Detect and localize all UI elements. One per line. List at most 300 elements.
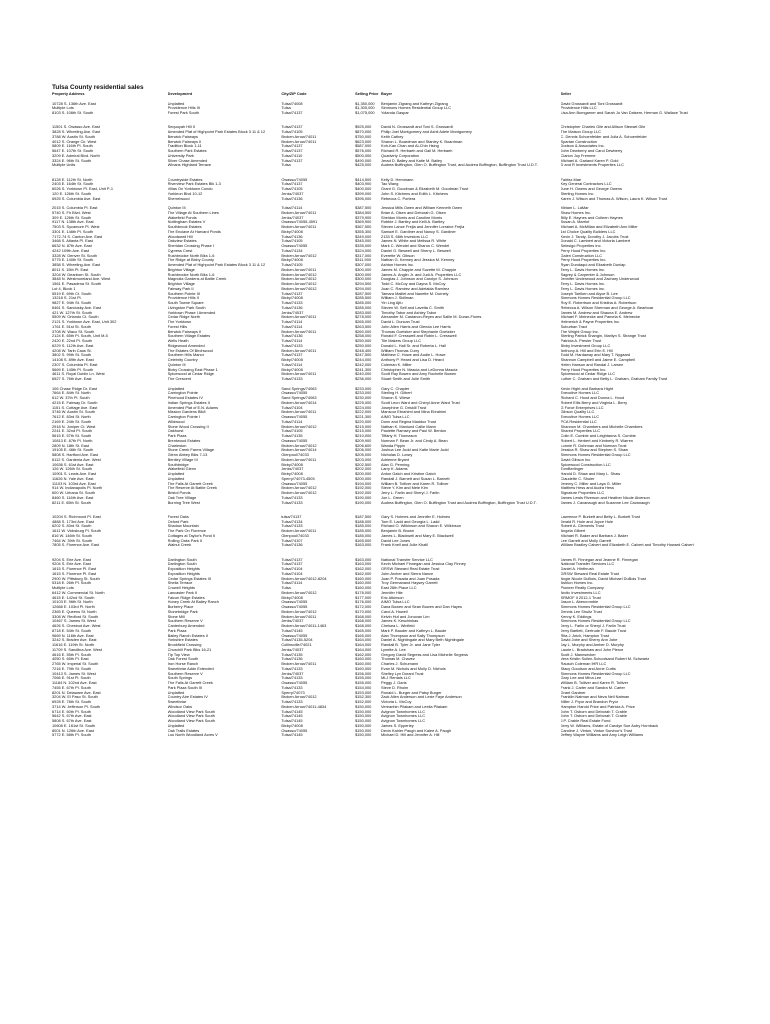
cell-property-address: 13218 S. 21st Pl.	[52, 296, 82, 301]
cell-buyer: Steve D. Rhoim	[381, 685, 409, 690]
cell-selling-price: $202,500	[355, 462, 372, 467]
cell-city-zip: Owasso/74055	[281, 415, 308, 419]
cell-buyer: Alan G. Penning	[381, 462, 410, 467]
cell-selling-price: $387,500	[355, 206, 372, 210]
cell-seller: Clarion Joy Fremme	[560, 153, 596, 158]
cell-city-zip: Sand Springs/74063	[281, 386, 317, 391]
cell-selling-price: $160,000	[355, 576, 372, 581]
cell-property-address: 8460 S. 116th Ave. East	[52, 495, 94, 500]
cell-buyer: Audrea Buffington, Glen O. Buffington Trust and Audrea Buffington, Buffington Trust U.D.T.	[381, 500, 537, 505]
cell-city-zip: Tulsa/74104	[281, 571, 303, 576]
cell-development: Southern Park Estates	[167, 149, 207, 153]
cell-buyer: Yin Ling Ajfu	[381, 301, 403, 305]
cell-city-zip: Bixby/74008	[281, 358, 303, 362]
cell-buyer: Jerad D. Bailey and Katie M. Bailey	[381, 158, 443, 163]
cell-seller: Galen Construction LLC	[560, 253, 603, 258]
cell-property-address: 3714 W. Jefferson Pl. South	[52, 704, 101, 709]
cell-selling-price: $285,500	[355, 296, 372, 301]
cell-city-zip: Tulsa/74145	[281, 709, 303, 714]
cell-property-address: Multiple Lots	[52, 106, 74, 111]
cell-buyer: Benjamin Zigrang and Kathryn Zigrang	[381, 101, 448, 106]
cell-property-address: 126 W. 126th St. South	[52, 467, 93, 472]
cell-buyer: Grant G. Goodman & Elizabeth M. Goodman Trust	[381, 187, 469, 191]
cell-property-address: 8103 S. 106th St. South	[52, 111, 94, 115]
cell-property-address: 8128 E. 112th St. North	[52, 177, 93, 182]
cell-development: Windsor Oaks	[167, 704, 193, 709]
cell-development: Stone Creek Farms Village	[167, 448, 215, 453]
cell-seller: Frank J. Carter and Sandra M. Carter	[560, 685, 625, 690]
cell-city-zip: tulsa/74137	[281, 514, 302, 519]
cell-buyer: Randall B. Tyler Jr. and Jane Tyler	[381, 643, 441, 647]
cell-property-address: 11184 N. 102nd Ave. East	[52, 681, 97, 685]
cell-city-zip: Tulsa/74110	[281, 153, 303, 158]
cell-selling-price: $1,075,000	[355, 111, 375, 115]
cell-seller: D and R Investments Properties LLC	[560, 163, 624, 168]
cell-seller: Rita J. Arich, Hampton Trust	[560, 633, 609, 638]
cell-selling-price: $202,000	[355, 467, 372, 472]
cell-property-address: 6928 E. 78th St. South	[52, 700, 92, 704]
cell-seller: Simmons Homes Residential Group LLC	[560, 605, 631, 609]
cell-selling-price: $623,000	[355, 139, 372, 144]
cell-seller: TomBerlinger	[560, 467, 584, 472]
cell-city-zip: Tulsa/74104	[281, 567, 303, 571]
cell-development: Churchill Park Blks 16-21	[167, 647, 212, 652]
cell-city-zip: Owasso/74055	[281, 244, 308, 248]
cell-development: Stonebridge Park	[167, 609, 198, 614]
cell-selling-price: $150,000	[355, 719, 372, 723]
cell-buyer: John Archer and Sierra Nance	[381, 571, 434, 576]
cell-development: Sheridan Crossing Phase I	[167, 244, 214, 248]
cell-selling-price: $300,000	[355, 272, 372, 277]
cell-development: Country Aire Estates IV	[167, 695, 208, 700]
cell-development: Oxford Park	[167, 519, 189, 524]
cell-selling-price: $233,000	[355, 391, 372, 396]
cell-selling-price: $162,000	[355, 567, 372, 571]
cell-selling-price: $172,000	[355, 605, 372, 609]
cell-city-zip: Tulsa/74133	[281, 700, 303, 704]
cell-city-zip: Owasso/74055	[281, 600, 308, 605]
cell-property-address: 8211 E. 65th St. South	[52, 500, 91, 505]
cell-property-address: 2241 E. 32nd Pl. South	[52, 429, 93, 434]
cell-buyer: John S. Kitchens and Edith L. Kitchens	[381, 191, 449, 196]
cell-buyer: Shelley Lyn Dorant Trust	[381, 671, 424, 676]
cell-seller: William B. Tolliver and Karen R. Tolliver	[560, 681, 629, 685]
cell-property-address: 2420 E. 22nd Pl. South	[52, 339, 93, 343]
cell-property-address: 2015 S. Columbia Pl. East	[52, 206, 98, 210]
cell-development: Carrington Pointe I	[167, 415, 201, 419]
cell-selling-price: $215,000	[355, 429, 372, 434]
cell-buyer: Stuart Smith and Julie Smith	[381, 377, 431, 381]
cell-city-zip: Bixby/74008	[281, 296, 303, 301]
cell-selling-price: $192,000	[355, 491, 372, 495]
cell-city-zip: Bixby/74008	[281, 595, 303, 600]
cell-buyer: Keith Cathey	[381, 134, 404, 139]
cell-city-zip: Tulsa/74137	[281, 158, 303, 163]
cell-development: Sheila Terrace	[167, 581, 193, 586]
cell-property-address: 5615 E. 57th St. South	[52, 434, 92, 438]
cell-selling-price: $163,000	[355, 562, 372, 567]
header-development: Development	[167, 92, 193, 96]
cell-property-address: 6202 S. 83rd St. South	[52, 524, 92, 529]
cell-selling-price: $395,000	[355, 196, 372, 201]
cell-buyer: Wanda Pippin	[381, 443, 406, 448]
cell-seller: Key General Contractors LLC	[560, 182, 612, 187]
cell-city-zip: Tulsa/74114	[281, 339, 303, 343]
cell-seller: Jerry Bartlett, Gertrude F. Baude Trust	[560, 628, 627, 633]
cell-city-zip: Tulsa/74136	[281, 543, 303, 548]
cell-buyer: Samuel E. Gardiner and Nancy S. Gardiner	[381, 229, 456, 234]
cell-buyer: Timothy Tabor and Ashley Tabor	[381, 310, 437, 315]
header-buyer: Buyer	[381, 92, 393, 96]
cell-development: Southern Pointe III	[167, 291, 200, 296]
cell-property-address: 4215 E. Fairway Dr. South	[52, 400, 98, 405]
cell-city-zip: Broken Arrow/74011	[281, 348, 317, 353]
cell-buyer: Matthew C. Howe and Audie L. Howe	[381, 353, 446, 358]
cell-city-zip: Broken Arrow/74012	[281, 609, 317, 614]
cell-property-address: 3204 W. Dearborn St. South	[52, 272, 101, 277]
cell-development: Brookfield Crossing	[167, 643, 202, 647]
cell-selling-price: $233,000	[355, 386, 372, 391]
cell-seller: Miriam L. LaMar	[560, 206, 589, 210]
cell-city-zip: Tulsa/74105	[281, 187, 303, 191]
cell-development: Livingston Park South	[167, 305, 206, 310]
cell-buyer: Douglas J. Johnson and Carolyn S. Johnson	[381, 277, 458, 282]
cell-property-address: 9669 N. 116th Ave. East	[52, 633, 94, 638]
cell-property-address: 11501 S. Owasso Ave. East	[52, 125, 100, 130]
cell-buyer: Dana Bowen and Sean Bowen and Dan Hayes	[381, 605, 462, 609]
cell-seller: Hampton Harold Price and Patricia A. Price	[560, 704, 635, 709]
cell-seller: Arctic Investments LLC	[560, 590, 601, 595]
cell-selling-price: $164,000	[355, 643, 372, 647]
cell-property-address: 3788 W. Austin St. South	[52, 134, 96, 139]
cell-development: Unplatted	[167, 472, 185, 476]
cell-development: Lou North Woodland Acres V	[167, 733, 218, 738]
cell-buyer: Mansour Ebrahimi and Mina Ebrahimi	[381, 410, 447, 415]
cell-buyer: Randall J. Barnett and Susan L. Barnett	[381, 476, 450, 481]
cell-development: Woodward Hill	[167, 234, 193, 239]
cell-buyer: Eric Atkinson	[381, 595, 404, 600]
cell-seller: SRMOF II 2012-1 Trust	[560, 595, 601, 600]
cell-development: Silver Chase Amended	[167, 158, 208, 163]
cell-property-address: 10901 S. Lewis Ave. East	[52, 472, 97, 476]
cell-property-address: 1561 E. Pasadena St. South	[52, 282, 102, 286]
cell-buyer: Josephine G. Driskill Trust	[381, 405, 427, 410]
cell-selling-price: $160,000	[355, 581, 372, 586]
cell-city-zip: Broken Arrow/74011	[281, 225, 317, 229]
cell-development: Charleston	[167, 443, 187, 448]
cell-selling-price: $285,000	[355, 301, 372, 305]
cell-development: Exposition Heights	[167, 567, 200, 571]
cell-seller: Matthew Hess and Audra Hess	[560, 486, 614, 491]
cell-development: Burberry Place	[167, 605, 194, 609]
cell-selling-price: $162,000	[355, 571, 372, 576]
cell-selling-price: $185,000	[355, 529, 372, 533]
cell-city-zip: Bixby/74008	[281, 229, 303, 234]
cell-seller: Spartan Construction	[560, 139, 598, 144]
cell-buyer: Tamara Maillet and Nanette M. Dornely	[381, 291, 449, 296]
cell-property-address: 5642 S. 67th Ave. East	[52, 714, 92, 719]
cell-development: Unplatted	[167, 476, 185, 481]
cell-property-address: 11103 N. 103rd Ave. East	[52, 481, 96, 486]
cell-property-address: 10728 S. 136th Ave. East	[52, 101, 96, 106]
cell-city-zip: Tulsa/74134	[281, 248, 303, 253]
cell-development: Yorkleon Blvd 10-12	[167, 191, 203, 196]
cell-property-address: 600 W. Urbana St. South	[52, 491, 96, 495]
cell-seller: Scott J. Mannsecker	[560, 652, 596, 657]
cell-city-zip: Tulsa	[281, 163, 291, 168]
cell-seller: Lee Garrett and Molly Garrett	[560, 538, 612, 543]
cell-city-zip: Tulsa/74137	[281, 149, 303, 153]
cell-city-zip: Bixby/74008	[281, 472, 303, 476]
cell-seller: Simmons Homes Residential Group LLC	[560, 453, 631, 457]
cell-buyer: Tiffany H. Thomason	[381, 434, 417, 438]
cell-seller: Dodson & Associates Inc.	[560, 144, 605, 149]
cell-property-address: 10204 S. Richmond Pl. East	[52, 514, 101, 519]
cell-selling-price: $222,000	[355, 410, 372, 415]
cell-city-zip: Tulsa/74133	[281, 500, 303, 505]
cell-buyer: Jennifer Hile	[381, 590, 403, 595]
cell-selling-price: $150,000	[355, 714, 372, 719]
cell-seller: Luther C. Graham and Betty L. Graham, Graham Family Trust	[560, 377, 668, 381]
cell-city-zip: Tulsa/74145	[281, 628, 303, 633]
cell-property-address: 3308 W. Redford St. South	[52, 614, 99, 619]
cell-property-address: 7066 E. 91st Pl. South	[52, 676, 91, 681]
cell-development: Unplatted	[167, 101, 185, 106]
cell-selling-price: $244,000	[355, 358, 372, 362]
cell-selling-price: $168,000	[355, 619, 372, 624]
cell-seller: Perry Hood Properties Inc.	[560, 258, 607, 263]
cell-buyer: Ronald L. Burger and Patsy Burger	[381, 690, 442, 695]
cell-city-zip: Jenks/74037	[281, 647, 304, 652]
cell-buyer: Jerry L. Farlin and Sheryl J. Farlin	[381, 491, 440, 495]
cell-buyer: Avignon Townhomes LLC	[381, 719, 426, 723]
cell-buyer: AIMO Tulsa LLC	[381, 600, 410, 605]
cell-selling-price: $287,500	[355, 291, 372, 296]
cell-selling-price: $164,000	[355, 638, 372, 643]
cell-property-address: 7455 E. 67th Pl. South	[52, 685, 91, 690]
cell-property-address: 8201 N. Delaware Ave. East	[52, 690, 101, 695]
cell-development: Providence Hills II	[167, 296, 199, 301]
cell-property-address: 3301 E. 146th Pl. South	[52, 229, 94, 234]
cell-property-address: 6925 S. Columbia Ave. East	[52, 196, 101, 201]
cell-buyer: William J. Skillman	[381, 296, 414, 301]
cell-buyer: Sharon L. Boardman and Stanley K. Boardman	[381, 139, 463, 144]
table-row	[52, 197, 740, 202]
cell-city-zip: Glenpool/74033	[281, 533, 309, 538]
cell-property-address: 3242 S. Braden Ave. East	[52, 638, 97, 643]
cell-seller: Fairfax Mae	[560, 177, 582, 182]
cell-development: Forest Park South	[167, 111, 200, 115]
cell-city-zip: Tulsa/74133	[281, 343, 303, 348]
cell-development: Bailey Ranch Estates II	[167, 633, 208, 638]
cell-development: Sweetbriar Addn Extended	[167, 666, 214, 671]
cell-city-zip: Broken Arrow/74012	[281, 424, 317, 429]
cell-buyer: Mark P. Bauder and Kathryn L. Baude	[381, 628, 447, 633]
cell-city-zip: Broken Arrow/74011	[281, 267, 317, 272]
cell-selling-price: $265,000	[355, 320, 372, 324]
cell-property-address: 10413 S. James St. West	[52, 671, 96, 676]
cell-city-zip: Tulsa/74137	[281, 144, 303, 149]
table-row	[52, 733, 740, 738]
cell-seller: Franklin Natman and Neva Neil Natman	[560, 695, 630, 700]
cell-city-zip: Owasso/74055	[281, 605, 308, 609]
cell-development: Stone Wood Crossing II	[167, 424, 209, 429]
cell-property-address: 8718 E. 54th St. South	[52, 628, 92, 633]
cell-development: Sequoyah Hill II	[167, 125, 195, 130]
cell-seller: Dennis Lee Shultz Trust	[560, 609, 602, 614]
cell-property-address: 3858 S. Wheeling Ave. East	[52, 263, 101, 267]
cell-city-zip: Sand Springs/74063	[281, 396, 317, 400]
cell-property-address: 5775 E. 140th St. South	[52, 258, 94, 263]
cell-city-zip: Tulsa/74008	[281, 101, 303, 106]
cell-seller: Robert L. Herbert and Kimberly R. Warren	[560, 438, 634, 443]
cell-development: Walnut Creek	[167, 543, 192, 548]
cell-development: Fairway Park II	[167, 286, 194, 291]
cell-buyer: John Allen Harris and Glenda Lee Harris	[381, 324, 451, 329]
cell-development: Unplatted	[167, 386, 185, 391]
cell-selling-price: $160,000	[355, 662, 372, 666]
cell-city-zip: Jenks/74037	[281, 671, 304, 676]
cell-property-address: 5509 W. Orlando Ct. South	[52, 315, 99, 320]
cell-seller: James J. Cavanaugh and Suzanne Lee Cavanaugh	[560, 500, 650, 505]
cell-selling-price: $168,000	[355, 614, 372, 619]
cell-buyer: Tao Wang	[381, 182, 399, 187]
cell-seller: Executive Homes LLC	[560, 415, 600, 419]
cell-selling-price: $283,000	[355, 310, 372, 315]
cell-seller: Lawrence P. Burkett and Betty L. Burkett Trust	[560, 514, 641, 519]
cell-city-zip: Owasso/74055	[281, 681, 308, 685]
cell-seller: GRSW Steward Real Estate Trust	[560, 571, 619, 576]
cell-property-address: 10636 S. 61st Ave. East	[52, 462, 94, 467]
cell-selling-price: $1,305,000	[355, 106, 375, 111]
cell-buyer: Coleman K. Miller	[381, 362, 412, 367]
cell-selling-price: $369,900	[355, 220, 372, 225]
cell-buyer: Richard O. Wilkinson and Sharon E. Wilkinson	[381, 524, 462, 529]
cell-seller: Shaw Homes Inc.	[560, 210, 592, 215]
cell-buyer: Nathan K. Manlund Callie Mann	[381, 424, 436, 429]
cell-property-address: 8011 S. 15th Pl. East	[52, 267, 89, 272]
cell-property-address: 19105 E. 46th St. South	[52, 448, 94, 453]
cell-selling-price: $399,000	[355, 191, 372, 196]
cell-city-zip: Sperry/74073	[281, 690, 305, 695]
cell-city-zip: Broken Arrow/74011	[281, 457, 317, 462]
cell-seller: Terry L. Davis Homes Inc.	[560, 282, 606, 286]
cell-development: Berwick Fairways	[167, 134, 198, 139]
cell-seller: Caroline J. Vinton, Vinton Survivor's Trust	[560, 728, 633, 733]
cell-buyer: Gregory David Segress and Lisa Michelle Segress	[381, 652, 468, 657]
cell-property-address: 10813 E. 87th Pl. North	[52, 438, 93, 443]
cell-buyer: Evan M. Nichols and Molly D. Nichols	[381, 666, 446, 671]
cell-property-address: 2403 E. 164th St. South	[52, 182, 94, 187]
cell-city-zip: Broken Arrow/74012	[281, 253, 317, 258]
cell-development: Pinehood Estates IV	[167, 396, 203, 400]
cell-property-address: Lot 4, Block 1	[52, 286, 76, 291]
cell-development: Stone Mill	[167, 614, 185, 619]
cell-seller: Simmons Homes Residential Group LLC	[560, 671, 631, 676]
cell-buyer: East 26th Place LLC	[381, 586, 417, 590]
cell-seller: Grant Gardner	[560, 690, 586, 695]
cell-city-zip: Broken Arrow/74011	[281, 329, 317, 334]
cell-selling-price: $241,300	[355, 367, 372, 372]
cell-development: Rushbrooke North Blks 1-6	[167, 253, 215, 258]
cell-development: Park Plaza South III	[167, 685, 203, 690]
cell-buyer: Gary C. Chapter	[381, 386, 410, 391]
cell-selling-price: $160,000	[355, 657, 372, 662]
cell-buyer: Nathan G. Kenney and Jessica M. Kenney	[381, 258, 455, 263]
cell-development: Southern Reserve V	[167, 619, 203, 624]
cell-city-zip: Broken Arrow/74012-8204	[281, 576, 327, 581]
cell-development: Sweetbriar	[167, 700, 187, 704]
cell-buyer: Peggy J. Garis	[381, 681, 407, 685]
cell-seller: Colin E. Cumbie and Leightanna S. Cumbie	[560, 434, 636, 438]
cell-selling-price: $154,000	[355, 685, 372, 690]
cell-seller: Helen Hanson and Randal J. Larsen	[560, 362, 624, 367]
cell-development: Brentwood Estates	[167, 438, 201, 443]
cell-selling-price: $215,000	[355, 424, 372, 429]
cell-buyer: William Thomas Curry	[381, 348, 420, 353]
cell-buyer: Lynette A. Lee	[381, 647, 406, 652]
cell-development: Mission Gardens Blk8	[167, 410, 206, 415]
cell-selling-price: $258,000	[355, 334, 372, 339]
cell-selling-price: $178,000	[355, 590, 372, 595]
cell-property-address: 3802 S. 99th St. South	[52, 353, 92, 358]
cell-city-zip: Owasso/74055-4591	[281, 220, 318, 225]
cell-city-zip: Owasso/74055	[281, 728, 308, 733]
cell-development: The Enclave At Harvard Ponds	[167, 229, 221, 234]
cell-buyer: James K. Keschinkas	[381, 619, 419, 624]
cell-city-zip: Owasso/74055	[281, 481, 308, 486]
cell-city-zip: Broken Arrow/74012	[281, 590, 317, 595]
cell-city-zip: Broken Arrow/74011	[281, 614, 317, 619]
cell-development: Berwick Fairways II	[167, 329, 202, 334]
cell-seller: Kenny K. Eddings	[560, 614, 592, 619]
cell-buyer: Thomas Goetzker and Stephanie Goetzker	[381, 329, 455, 334]
cell-selling-price: $236,000	[355, 377, 372, 381]
cell-property-address: 7664 E. 84th St. North	[52, 391, 91, 396]
cell-buyer: Alexander M. Castanon-Reyes and Sallie M. Duran-Flores	[381, 315, 482, 320]
cell-seller: Michael R. Baker and Barbara J. Baker	[560, 533, 628, 538]
cell-selling-price: $220,000	[355, 419, 372, 424]
cell-seller: Anthony A. Hill and Erin E. Hill	[560, 348, 613, 353]
cell-city-zip: Tulsa/74137	[281, 353, 303, 358]
cell-buyer: Scott Ray Bowen and Amy Rochelle Bowen	[381, 372, 457, 377]
cell-development: The Falls At Garrett Creek	[167, 481, 213, 486]
cell-city-zip: Broken Arrow/74012	[281, 282, 317, 286]
cell-development: Exposition Heights	[167, 571, 200, 576]
cell-city-zip: Tulsa/74135	[281, 434, 303, 438]
cell-city-zip: Tulsa/74135-5204	[281, 638, 313, 643]
cell-development: Wakefield Ponds	[167, 215, 197, 220]
cell-selling-price: $225,000	[355, 400, 372, 405]
header-city-zip: City/ZIP Code	[281, 92, 307, 96]
cell-city-zip: Collinsville/74021	[281, 643, 312, 647]
cell-selling-price: $576,000	[355, 149, 372, 153]
cell-buyer: Koh-Kan Chan and Ai-Chin Hsing	[381, 144, 439, 149]
cell-city-zip: Tulsa/74114	[281, 324, 303, 329]
table-row	[52, 163, 740, 173]
cell-seller: Jay L. Murphy and Amber D. Murphy	[560, 643, 624, 647]
cell-development: Unplatted	[167, 690, 185, 695]
cell-seller: Shared Properties LLC	[560, 429, 601, 434]
cell-city-zip: Tulsa/74133	[281, 666, 303, 671]
cell-development: Unplatted	[167, 723, 185, 728]
cell-city-zip: Broken Arrow/74012	[281, 272, 317, 277]
cell-development: Burning Tree West	[167, 500, 200, 505]
cell-seller: June H. Owens and George Owens	[560, 187, 622, 191]
cell-buyer: James S. Epperley	[381, 723, 414, 728]
cell-seller: Simmons Homes Residential Group LLC	[560, 296, 631, 301]
cell-selling-price: $152,000	[355, 700, 372, 704]
